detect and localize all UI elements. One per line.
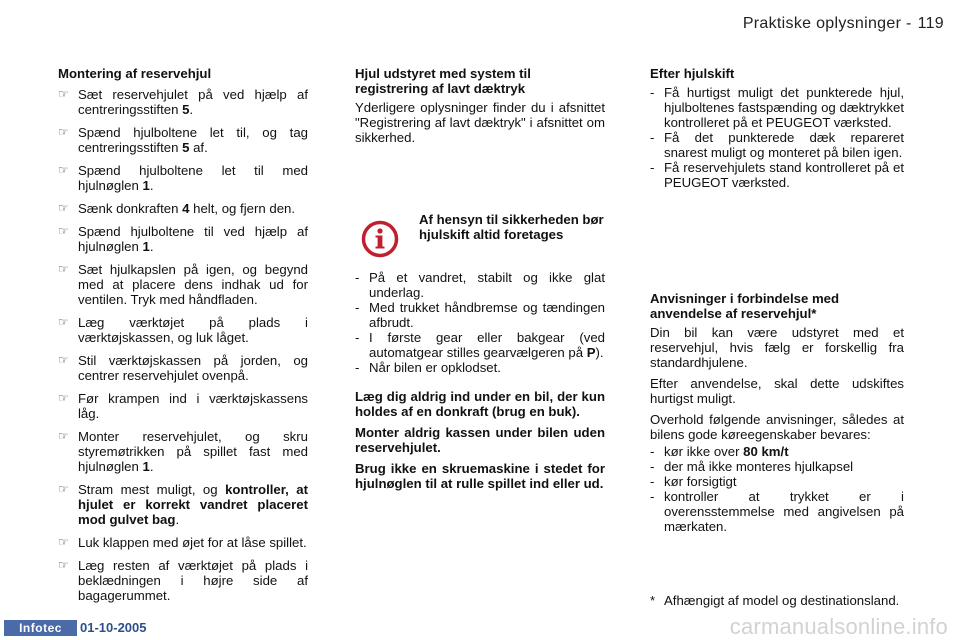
condition-item <box>355 360 605 375</box>
step-text: Sæt reservehjulet på ved hjælp af centreringsstiften <box>78 87 308 117</box>
pointing-hand-icon: ☞ <box>58 224 69 238</box>
step-text: Sænk donkraften <box>78 201 183 216</box>
advice-heading: Anvisninger i forbindelse med anvendelse af reservehjul* <box>650 291 840 321</box>
dash-mark: - <box>650 130 655 145</box>
rules-list <box>650 459 904 534</box>
pointing-hand-icon: ☞ <box>58 429 69 443</box>
rule-text: kontroller at trykket er i overensstemmelse med angivelsen på mærkaten. <box>664 489 904 534</box>
dash-mark: - <box>650 85 655 100</box>
dash-mark: - <box>355 360 360 375</box>
condition-emphasis: P <box>586 345 596 360</box>
pointing-hand-icon: ☞ <box>58 87 69 101</box>
condition-item <box>355 300 605 330</box>
step-emphasis: 4 <box>182 201 190 216</box>
warning-text: Af hensyn til sikkerheden bør hjulskift altid foretages <box>419 212 604 242</box>
spare-wheel-advice <box>650 291 904 534</box>
step-text: Læg værktøjet på plads i værktøjskassen, og luk låget. <box>78 315 308 345</box>
step-text: Sæt hjulkapslen på igen, og begynd med at placere dens indhak ud for ventilen. Tryk med håndfladen. <box>78 262 308 307</box>
mounting-step <box>58 558 308 603</box>
step-emphasis: 5 <box>182 140 190 155</box>
mounting-step <box>58 315 308 345</box>
dash-mark: - <box>355 330 360 345</box>
after-item <box>650 130 904 160</box>
conditions-block <box>355 270 605 497</box>
after-text: Få det punkterede dæk repareret snarest muligt og monteret på bilen igen. <box>664 130 904 160</box>
mounting-heading: Montering af reservehjul <box>58 66 212 81</box>
advice-p1: Din bil kan være udstyret med et reservehjul, hvis fælg er forskellig fra standardhjulene. <box>650 325 904 370</box>
safety-warning <box>355 212 605 264</box>
bold-notes <box>355 389 605 491</box>
step-suffix: . <box>175 512 180 527</box>
condition-item <box>355 330 605 360</box>
pointing-hand-icon: ☞ <box>58 391 69 405</box>
rule-text: kør forsigtigt <box>664 474 737 489</box>
page-number: 119 <box>917 15 944 32</box>
mounting-step <box>58 163 308 193</box>
step-suffix: . <box>149 459 154 474</box>
step-text: Monter reservehjulet, og skru styremøtrikken på spillet fast med hjulnøglen <box>78 429 308 474</box>
watermark: carmanualsonline.info <box>729 614 948 639</box>
rule-item <box>650 474 904 489</box>
bold-note: Brug ikke en skruemaskine i stedet for hjulnøglen til at rulle spillet ind eller ud. <box>355 461 605 491</box>
condition-text: Når bilen er opklodset. <box>369 360 501 375</box>
mounting-step <box>58 125 308 155</box>
step-text: Stil værktøjskassen på jorden, og centrer reservehjulet ovenpå. <box>78 353 308 383</box>
after-heading: Efter hjulskift <box>650 66 735 81</box>
step-emphasis: 5 <box>182 102 190 117</box>
column-pressure <box>355 66 605 151</box>
dash-mark: - <box>355 300 360 315</box>
after-list <box>650 85 904 190</box>
dash-mark: - <box>650 160 655 175</box>
pointing-hand-icon: ☞ <box>58 262 69 276</box>
mounting-step <box>58 262 308 307</box>
mounting-step <box>58 353 308 383</box>
step-suffix: . <box>189 102 194 117</box>
column-after <box>650 66 904 190</box>
step-text: Luk klappen med øjet for at låse spillet. <box>78 535 307 550</box>
rule-speed-prefix: kør ikke over <box>664 444 744 459</box>
step-emphasis: 1 <box>142 459 150 474</box>
condition-text: Med trukket håndbremse og tændingen afbrudt. <box>369 300 605 330</box>
footnote-mark: * <box>650 593 656 608</box>
mounting-step <box>58 482 308 527</box>
dash-mark: - <box>650 489 655 504</box>
bold-note: Læg dig aldrig ind under en bil, der kun holdes af en donkraft (brug en buk). <box>355 389 605 419</box>
rule-text: der må ikke monteres hjulkapsel <box>664 459 854 474</box>
column-mounting <box>58 66 308 611</box>
dash-mark: - <box>650 459 655 474</box>
pressure-intro: Yderligere oplysninger finder du i afsnittet "Registrering af lavt dæktryk" i afsnittet om sikkerhed. <box>355 100 605 145</box>
print-date: 01-10-2005 <box>80 620 147 635</box>
condition-text: I første gear eller bakgear (ved automatgear stilles gearvælgeren på <box>369 330 605 360</box>
after-item <box>650 160 904 190</box>
step-text: Spænd hjulboltene til ved hjælp af hjulnøglen <box>78 224 308 254</box>
step-suffix: . <box>149 239 154 254</box>
step-suffix: . <box>149 178 154 193</box>
pointing-hand-icon: ☞ <box>58 163 69 177</box>
footnote-text: Afhængigt af model og destinationsland. <box>664 593 900 608</box>
mounting-step <box>58 429 308 474</box>
step-emphasis: 1 <box>142 178 150 193</box>
pointing-hand-icon: ☞ <box>58 558 69 572</box>
pointing-hand-icon: ☞ <box>58 201 69 215</box>
condition-item <box>355 270 605 300</box>
bold-note: Monter aldrig kassen under bilen uden reservehjulet. <box>355 425 605 455</box>
mounting-steps <box>58 87 308 603</box>
condition-text: På et vandret, stabilt og ikke glat underlag. <box>369 270 605 300</box>
mounting-step <box>58 224 308 254</box>
conditions-list <box>355 270 605 375</box>
pointing-hand-icon: ☞ <box>58 535 69 549</box>
step-text: Stram mest muligt, og <box>78 482 226 497</box>
infotec-logo: Infotec <box>4 620 77 636</box>
pointing-hand-icon: ☞ <box>58 125 69 139</box>
mounting-step <box>58 87 308 117</box>
step-text: Spænd hjulboltene let til, og tag centreringsstiften <box>78 125 308 155</box>
mounting-step <box>58 535 308 550</box>
footnote <box>650 593 904 608</box>
pressure-heading: Hjul udstyret med system til registrering af lavt dæktryk <box>355 66 531 96</box>
step-text: Spænd hjulboltene let til med hjulnøglen <box>78 163 308 193</box>
step-suffix: helt, og fjern den. <box>189 201 296 216</box>
step-emphasis: kontroller, at hjulet er korrekt vandret placeret mod gulvet bag <box>78 482 308 527</box>
after-text: Få hurtigst muligt det punkterede hjul, hjulboltenes fastspænding og dæktrykket kontrolleret på et PEUGEOT værksted. <box>664 85 904 130</box>
after-text: Få reservehjulets stand kontrolleret på et PEUGEOT værksted. <box>664 160 904 190</box>
rule-item: - kør ikke over 80 km/t <box>650 444 789 459</box>
rule-item <box>650 459 904 474</box>
pointing-hand-icon: ☞ <box>58 482 69 496</box>
rule-item <box>650 489 904 534</box>
advice-p3: Overhold følgende anvisninger, således at bilens gode køreegenskaber bevares: <box>650 412 904 442</box>
step-suffix: af. <box>189 140 208 155</box>
after-item <box>650 85 904 130</box>
page-header <box>743 16 944 31</box>
info-icon <box>361 220 399 258</box>
rule-speed-limit: 80 km/t <box>743 444 789 459</box>
condition-suffix: ). <box>595 345 604 360</box>
step-emphasis: 1 <box>142 239 150 254</box>
mounting-step <box>58 201 308 216</box>
dash-mark: - <box>355 270 360 285</box>
mounting-step <box>58 391 308 421</box>
step-text: Læg resten af værktøjet på plads i beklædningen i højre side af bagagerummet. <box>78 558 308 603</box>
chapter-title: Praktiske oplysninger - <box>742 15 912 32</box>
step-text: Før krampen ind i værktøjskassens låg. <box>78 391 308 421</box>
pointing-hand-icon: ☞ <box>58 315 69 329</box>
advice-p2: Efter anvendelse, skal dette udskiftes hurtigst muligt. <box>650 376 904 406</box>
dash-mark: - <box>650 474 655 489</box>
pointing-hand-icon: ☞ <box>58 353 69 367</box>
